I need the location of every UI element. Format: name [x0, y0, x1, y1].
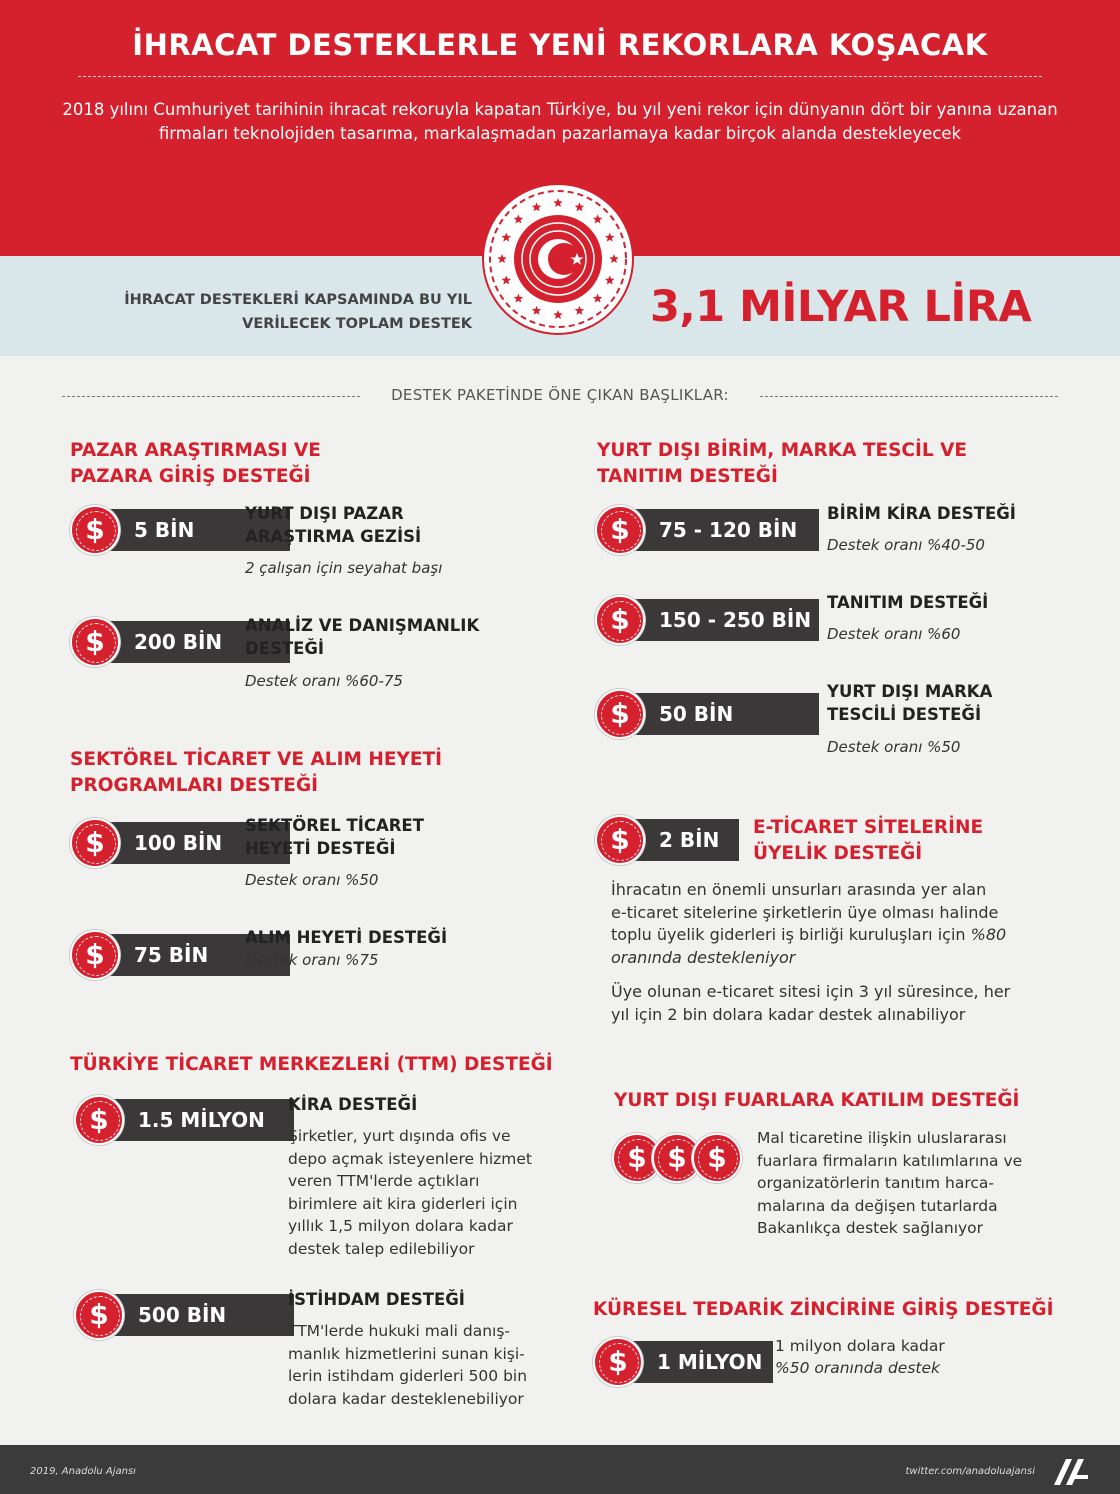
text-line: İhracatın en önemli unsurları arasında yer alan — [611, 880, 987, 899]
total-label-line1: İHRACAT DESTEKLERİ KAPSAMINDA BU YIL — [124, 292, 472, 308]
text-line — [611, 924, 1010, 947]
support-label-line1: SEKTÖREL TİCARET — [245, 816, 424, 835]
support-rate: Destek oranı %50 — [245, 871, 379, 889]
support-label — [245, 502, 421, 548]
text-line: veren TTM'lerde açtıkları — [288, 1172, 480, 1190]
anadolu-logo-icon — [1052, 1455, 1092, 1487]
support-rate: 2 çalışan için seyahat başı — [245, 559, 443, 577]
support-label: TANITIM DESTEĞİ — [827, 593, 989, 612]
dollar-icon: $ — [70, 818, 120, 868]
text-line: Üye olunan e-ticaret sitesi için 3 yıl süresince, her — [611, 982, 1011, 1001]
support-label: BİRİM KİRA DESTEĞİ — [827, 504, 1016, 523]
support-rate: Destek oranı %60-75 — [245, 672, 403, 690]
text-line: organizatörlerin tanıtım harca- — [757, 1174, 994, 1192]
dollar-icon: $ — [593, 1337, 643, 1387]
text-line: TTM'lerde hukuki mali danış- — [288, 1322, 510, 1340]
dollar-icon: $ — [70, 930, 120, 980]
text-line: depo açmak isteyenlere hizmet — [288, 1149, 532, 1168]
text-line: Şirketler, yurt dışında ofis ve — [288, 1127, 511, 1145]
yurtdisi-heading-line1: YURT DIŞI BİRİM, MARKA TESCİL VE — [597, 440, 968, 461]
text-line — [611, 947, 1010, 970]
amount-value: 50 BİN — [617, 693, 819, 735]
amount-value: 75 BİN — [92, 934, 290, 976]
eticaret-heading — [753, 815, 983, 867]
sektorel-heading-line2: PROGRAMLARI DESTEĞİ — [70, 775, 319, 796]
support-label-line1: ANALİZ VE DANIŞMANLIK — [245, 616, 480, 635]
text-line: dolara kadar desteklenebiliyor — [288, 1389, 524, 1408]
amount-value: 1.5 MİLYON — [96, 1099, 294, 1141]
amount-value: 75 - 120 BİN — [617, 509, 819, 551]
support-rate: Destek oranı %60 — [827, 625, 961, 643]
support-label-line2: DESTEĞİ — [245, 639, 325, 658]
kuresel-line1: 1 milyon dolara kadar — [775, 1337, 945, 1355]
support-rate: Destek oranı %75 — [245, 951, 379, 969]
support-rate: Destek oranı %50 — [827, 738, 961, 756]
eticaret-text — [611, 879, 1010, 1026]
pazar-heading — [70, 438, 321, 490]
text-italic: %80 — [970, 925, 1007, 944]
text-part: toplu üyelik giderleri iş birliği kuruluşları için — [611, 925, 966, 944]
support-label-line1: YURT DIŞI MARKA — [827, 682, 993, 701]
text-italic: oranında destekleniyor — [611, 947, 796, 967]
text-line: yıl için 2 bin dolara kadar destek alınabiliyor — [611, 1004, 966, 1024]
footer-twitter-link[interactable]: twitter.com/anadoluajansi — [905, 1466, 1035, 1477]
text-line: Mal ticaretine ilişkin uluslararası — [757, 1129, 1007, 1147]
fuar-heading: YURT DIŞI FUARLARA KATILIM DESTEĞİ — [614, 1090, 1020, 1111]
dollar-icon: $ — [595, 595, 645, 645]
amount-value: 100 BİN — [92, 822, 290, 864]
dollar-icon: $ — [595, 815, 645, 865]
amount-value: 2 BİN — [617, 819, 739, 861]
ministry-seal-icon — [482, 183, 634, 335]
section-divider-left — [62, 396, 360, 397]
support-rate: Destek oranı %40-50 — [827, 536, 985, 554]
text-line: birimlere ait kira giderleri için — [288, 1194, 518, 1213]
support-label-line2: TESCİLİ DESTEĞİ — [827, 705, 982, 724]
eticaret-heading-line2: ÜYELİK DESTEĞİ — [753, 843, 923, 864]
text-line: malarına da değişen tutarlarda — [757, 1196, 998, 1215]
pazar-heading-line2: PAZARA GİRİŞ DESTEĞİ — [70, 466, 311, 487]
text-line: Bakanlıkça destek sağlanıyor — [757, 1219, 984, 1237]
dollar-icon: $ — [70, 617, 120, 667]
kuresel-line2: %50 oranında destek — [775, 1359, 940, 1377]
dollar-icon: $ — [612, 1133, 662, 1183]
eticaret-heading-line1: E-TİCARET SİTELERİNE — [753, 817, 984, 838]
text-line: yıllık 1,5 milyon dolara kadar — [288, 1217, 513, 1235]
lead-text: 2018 yılını Cumhuriyet tarihinin ihracat rekoruyla kapatan Türkiye, bu yıl yeni rekor için dünyanın dört bir yanına uzanan firmaları teknolojiden tasarıma, markalaşmadan pazarlamaya kadar birçok alanda destekleyecek — [62, 100, 1058, 143]
amount-value: 5 BİN — [92, 509, 290, 551]
ttm-kira-text — [288, 1125, 532, 1260]
dollar-icon: $ — [692, 1133, 742, 1183]
dollar-icon: $ — [595, 689, 645, 739]
spacer — [611, 969, 1010, 981]
dollar-icon: $ — [74, 1290, 124, 1340]
text-line: destek talep edilebiliyor — [288, 1239, 475, 1258]
logo-text: AA — [1072, 1486, 1074, 1487]
text-line: manlık hizmetlerini sunan kişi- — [288, 1344, 525, 1363]
text-line: lerin istihdam giderleri 500 bin — [288, 1367, 528, 1385]
amount-value: 1 MİLYON — [615, 1341, 773, 1383]
yurtdisi-heading — [597, 438, 967, 490]
text-line: fuarlara firmaların katılımlarına ve — [757, 1151, 1023, 1170]
kuresel-heading: KÜRESEL TEDARİK ZİNCİRİNE GİRİŞ DESTEĞİ — [593, 1299, 1054, 1320]
support-label — [827, 680, 992, 726]
support-label: KİRA DESTEĞİ — [288, 1095, 418, 1114]
dollar-icon: $ — [74, 1095, 124, 1145]
support-label-line2: ARAŞTIRMA GEZİSİ — [245, 527, 422, 546]
text-line: e-ticaret sitelerine şirketlerin üye olması halinde — [611, 902, 999, 922]
section-divider-right — [760, 396, 1058, 397]
dollar-icon: $ — [595, 505, 645, 555]
amount-value: 500 BİN — [96, 1294, 294, 1336]
sektorel-heading-line1: SEKTÖREL TİCARET VE ALIM HEYETİ — [70, 749, 442, 770]
support-label — [245, 614, 479, 660]
footer-copyright: 2019, Anadolu Ajansı — [30, 1466, 136, 1477]
support-label-line2: HEYETİ DESTEĞİ — [245, 839, 396, 858]
total-label — [72, 288, 472, 336]
pazar-heading-line1: PAZAR ARAŞTIRMASI VE — [70, 440, 321, 461]
dollar-icon: $ — [652, 1133, 702, 1183]
support-label-line1: YURT DIŞI PAZAR — [245, 504, 404, 523]
support-label — [245, 814, 424, 860]
total-label-line2: VERİLECEK TOPLAM DESTEK — [242, 316, 472, 332]
amount-value: 200 BİN — [92, 621, 290, 663]
yurtdisi-heading-line2: TANITIM DESTEĞİ — [597, 466, 778, 487]
section-title: DESTEK PAKETİNDE ÖNE ÇIKAN BAŞLIKLAR: — [391, 386, 729, 404]
total-amount: 3,1 MİLYAR LİRA — [650, 282, 1032, 332]
sektorel-heading — [70, 747, 442, 799]
page-title: İHRACAT DESTEKLERLE YENİ REKORLARA KOŞACAK — [132, 28, 988, 62]
ttm-istihdam-text — [288, 1320, 527, 1410]
header-divider — [78, 76, 1042, 77]
support-label: İSTİHDAM DESTEĞİ — [288, 1290, 465, 1309]
amount-value: 150 - 250 BİN — [617, 599, 819, 641]
fuar-text — [757, 1127, 1022, 1240]
dollar-icon: $ — [70, 505, 120, 555]
ttm-heading: TÜRKİYE TİCARET MERKEZLERİ (TTM) DESTEĞİ — [70, 1054, 553, 1075]
support-label: ALIM HEYETİ DESTEĞİ — [245, 928, 448, 947]
